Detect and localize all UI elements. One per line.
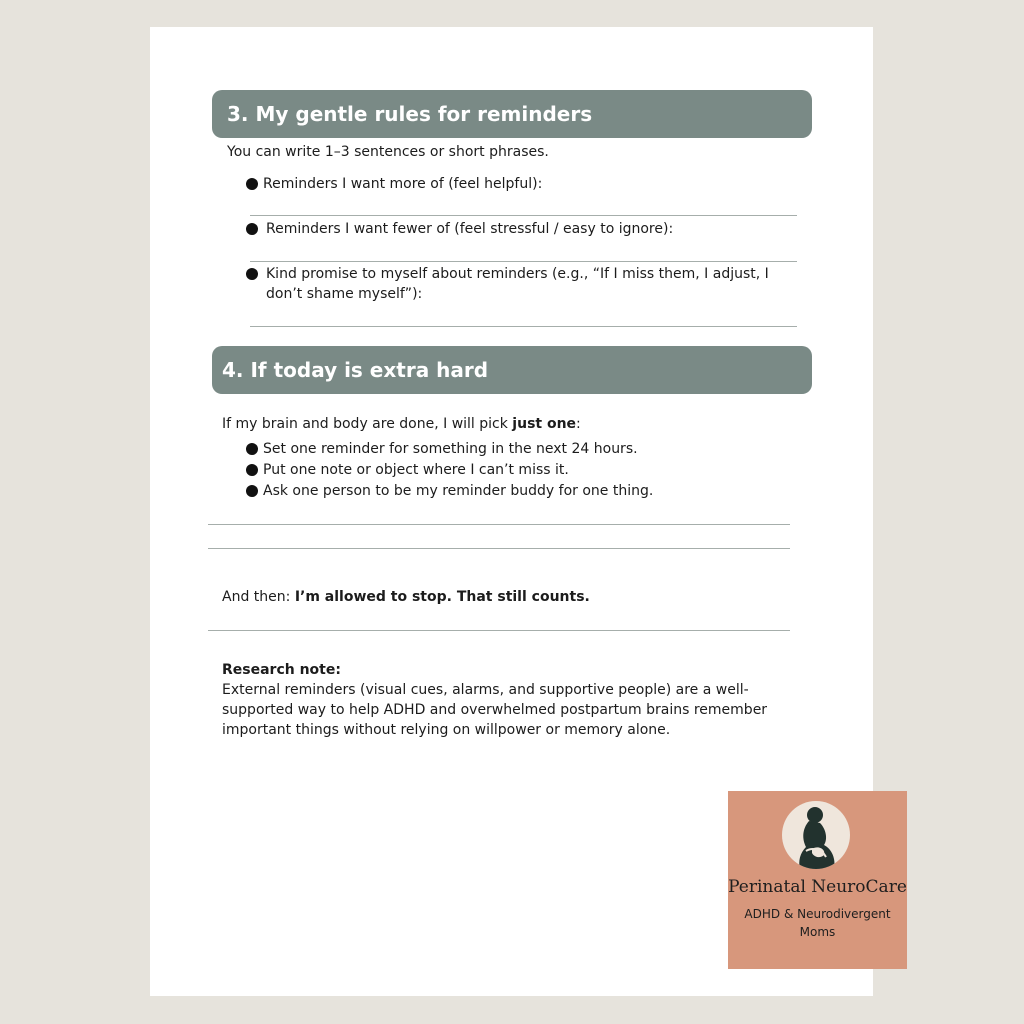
closing-divider bbox=[208, 630, 790, 631]
bullet-icon bbox=[246, 464, 258, 476]
section-4-intro-bold: just one bbox=[512, 416, 577, 432]
bullet-icon bbox=[246, 178, 258, 190]
answer-line-promise[interactable] bbox=[250, 326, 797, 327]
bullet-icon bbox=[246, 268, 258, 280]
prompt-more-reminders: Reminders I want more of (feel helpful): bbox=[263, 176, 543, 192]
answer-line-fewer[interactable] bbox=[250, 261, 797, 262]
closing-prefix: And then: bbox=[222, 589, 295, 605]
closing-bold: I’m allowed to stop. That still counts. bbox=[294, 589, 590, 605]
brand-name: Perinatal NeuroCare bbox=[728, 877, 907, 897]
section-4-header bbox=[212, 346, 812, 394]
section-4-intro-prefix: If my brain and body are done, I will pick bbox=[222, 416, 513, 432]
closing-line bbox=[222, 587, 590, 607]
bullet-icon bbox=[246, 223, 258, 235]
pregnant-mother-silhouette-icon bbox=[782, 801, 850, 869]
brand-tagline: ADHD & Neurodivergent Moms bbox=[744, 907, 891, 939]
brand-logo bbox=[728, 791, 907, 969]
research-heading-text: Research note: bbox=[222, 662, 341, 678]
option-put-note: Put one note or object where I can’t miss it. bbox=[263, 462, 569, 478]
section-4-intro bbox=[222, 414, 581, 434]
research-body: External reminders (visual cues, alarms, and supportive people) are a well-supported way to help ADHD and overwhelmed postpartum brains remember important things without relying on willpower or memory alone. bbox=[222, 682, 768, 738]
research-heading bbox=[222, 660, 341, 680]
bullet-icon bbox=[246, 443, 258, 455]
answer-line-more[interactable] bbox=[250, 215, 797, 216]
prompt-kind-promise: Kind promise to myself about reminders (e.g., “If I miss them, I adjust, I don’t shame myself”): bbox=[266, 266, 769, 302]
bullet-icon bbox=[246, 485, 258, 497]
section-3-intro: You can write 1–3 sentences or short phrases. bbox=[227, 144, 549, 160]
section-3-title: 3. My gentle rules for reminders bbox=[227, 102, 593, 126]
option-ask-person: Ask one person to be my reminder buddy for one thing. bbox=[263, 483, 654, 499]
section-4-title: 4. If today is extra hard bbox=[222, 358, 489, 382]
prompt-fewer-reminders: Reminders I want fewer of (feel stressful / easy to ignore): bbox=[266, 221, 674, 237]
answer-line-2[interactable] bbox=[208, 548, 790, 549]
option-set-reminder: Set one reminder for something in the next 24 hours. bbox=[263, 441, 638, 457]
answer-line-1[interactable] bbox=[208, 524, 790, 525]
section-3-header bbox=[212, 90, 812, 138]
section-4-intro-suffix: : bbox=[576, 416, 581, 432]
